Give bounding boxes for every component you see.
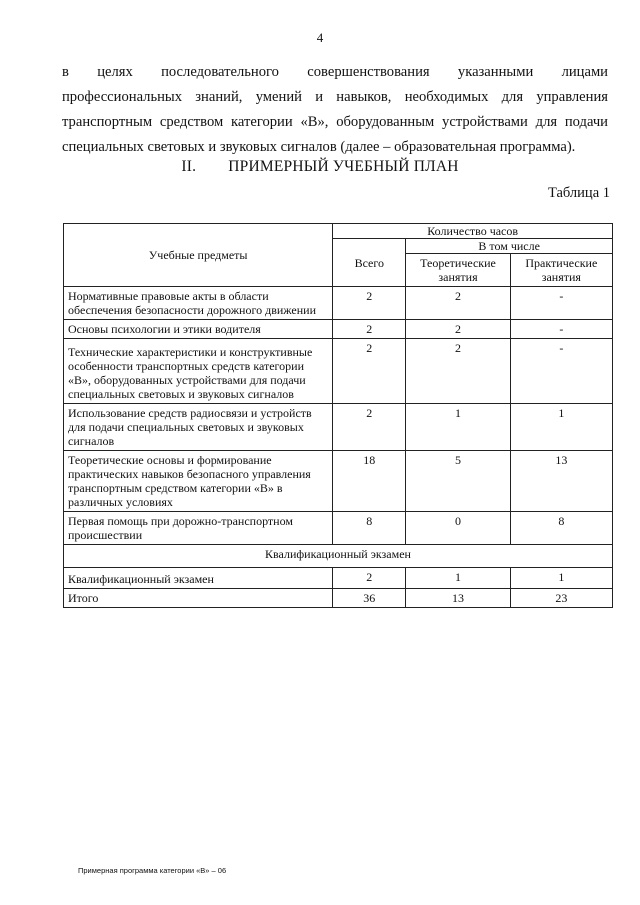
theory-cell: 2	[406, 320, 510, 339]
total-cell: 2	[333, 568, 406, 589]
practice-cell: 13	[510, 451, 612, 512]
total-cell: 2	[333, 287, 406, 320]
subject-cell: Основы психологии и этики водителя	[64, 320, 333, 339]
practice-cell: 23	[510, 589, 612, 608]
section-heading	[0, 158, 640, 176]
exam-section-row	[64, 545, 613, 568]
practice-cell: -	[510, 339, 612, 404]
table-row	[64, 512, 613, 545]
header-subjects: Учебные предметы	[64, 224, 333, 287]
header-including: В том числе	[406, 239, 613, 254]
subject-cell: Использование средств радиосвязи и устройств для подачи специальных световых и звуковых сигналов	[64, 404, 333, 451]
intro-first-line: в целях последовательного совершенствования указанными лицами	[62, 64, 608, 80]
section-number: II.	[181, 158, 197, 175]
intro-rest: профессиональных знаний, умений и навыков, необходимых для управления транспортным средством категории «В», оборудованным устройствами для подачи специальных световых и звуковых сигналов (далее – образовательная программа).	[62, 89, 608, 155]
table-row	[64, 404, 613, 451]
total-cell: 18	[333, 451, 406, 512]
header-practice: Практические занятия	[510, 254, 612, 287]
subject-cell: Квалификационный экзамен	[64, 568, 333, 589]
theory-cell: 13	[406, 589, 510, 608]
header-hours: Количество часов	[333, 224, 613, 239]
subject-cell: Первая помощь при дорожно-транспортном происшествии	[64, 512, 333, 545]
subject-cell: Нормативные правовые акты в области обеспечения безопасности дорожного движении	[64, 287, 333, 320]
table-row	[64, 320, 613, 339]
practice-cell: -	[510, 320, 612, 339]
header-total: Всего	[333, 239, 406, 287]
header-theory: Теоретические занятия	[406, 254, 510, 287]
subject-cell: Итого	[64, 589, 333, 608]
intro-paragraph	[62, 60, 608, 160]
curriculum-table	[63, 223, 613, 608]
total-cell: 2	[333, 404, 406, 451]
table-row	[64, 451, 613, 512]
subject-cell: Технические характеристики и конструктивные особенности транспортных средств категории «В», оборудованных устройствами для подачи специальных световых и звуковых сигналов	[64, 339, 333, 404]
page-number: 4	[316, 30, 324, 45]
practice-cell: 1	[510, 404, 612, 451]
table-caption: Таблица 1	[547, 185, 610, 201]
exam-section-label: Квалификационный экзамен	[64, 545, 613, 568]
theory-cell: 1	[406, 404, 510, 451]
total-cell: 2	[333, 320, 406, 339]
theory-cell: 0	[406, 512, 510, 545]
theory-cell: 2	[406, 339, 510, 404]
practice-cell: 8	[510, 512, 612, 545]
total-row	[64, 589, 613, 608]
section-title: ПРИМЕРНЫЙ УЧЕБНЫЙ ПЛАН	[228, 158, 459, 175]
total-cell: 2	[333, 339, 406, 404]
footer-text: Примерная программа категории «В» – 06	[78, 866, 227, 875]
exam-row	[64, 568, 613, 589]
table-row	[64, 339, 613, 404]
practice-cell: -	[510, 287, 612, 320]
theory-cell: 5	[406, 451, 510, 512]
theory-cell: 2	[406, 287, 510, 320]
theory-cell: 1	[406, 568, 510, 589]
subject-cell: Теоретические основы и формирование практических навыков безопасного управления транспортным средством категории «В» в различных условиях	[64, 451, 333, 512]
total-cell: 36	[333, 589, 406, 608]
practice-cell: 1	[510, 568, 612, 589]
total-cell: 8	[333, 512, 406, 545]
table-row	[64, 287, 613, 320]
